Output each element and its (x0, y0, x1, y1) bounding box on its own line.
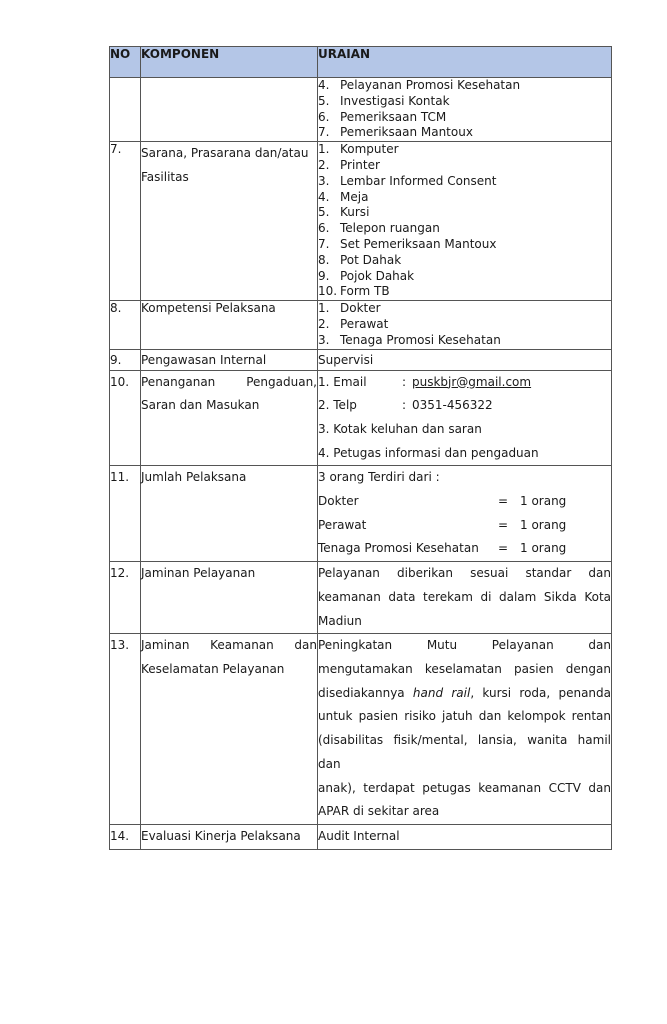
info-officer: 4. Petugas informasi dan pengaduan (318, 445, 539, 460)
list-item: 5. Investigasi Kontak (318, 93, 450, 108)
row-komponen: Jumlah Pelaksana (141, 466, 318, 562)
uraian-line: (disabilitas fisik/mental, lansia, wanita hamil dan (318, 733, 611, 771)
komponen-line: Saran dan Masukan (141, 398, 260, 413)
list-item: 1. Komputer (318, 142, 399, 157)
row-komponen (141, 634, 318, 825)
staff-row: Dokter = 1 orang (318, 494, 567, 509)
row-komponen: Evaluasi Kinerja Pelaksana (141, 824, 318, 849)
row-no: 14. (110, 824, 141, 849)
list-item: 2. Perawat (318, 316, 389, 331)
header-uraian: URAIAN (318, 47, 612, 78)
list-item: 9. Pojok Dahak (318, 268, 415, 283)
list-item: 7. Pemeriksaan Mantoux (318, 125, 473, 140)
uraian-line: Pelayanan diberikan sesuai standar dan (318, 566, 611, 581)
uraian-line: disediakannya hand rail, kursi roda, penanda (318, 685, 612, 700)
list-item: 4. Meja (318, 189, 369, 204)
komponen-line: Keselamatan Pelayanan (141, 661, 285, 676)
table-row (110, 301, 612, 349)
list-item: 7. Set Pemeriksaan Mantoux (318, 236, 497, 251)
uraian-line: keamanan data terekam di dalam Sikda Kota (318, 589, 611, 604)
row-komponen: Jaminan Pelayanan (141, 562, 318, 634)
list-item: 3. Tenaga Promosi Kesehatan (318, 332, 501, 347)
row-no: 10. (110, 370, 141, 466)
table-header-row (110, 47, 612, 78)
list-item: 8. Pot Dahak (318, 252, 402, 267)
sop-table (109, 46, 612, 850)
list-item: 1. Dokter (318, 301, 381, 316)
staff-row: Tenaga Promosi Kesehatan = 1 orang (318, 541, 567, 556)
email-link[interactable]: puskbjr@gmail.com (412, 374, 532, 389)
table-row (110, 78, 612, 142)
table-row (110, 824, 612, 849)
list-item: 4. Pelayanan Promosi Kesehatan (318, 78, 521, 92)
komponen-line: Penanganan Pengaduan, (141, 374, 317, 389)
uraian-line: APAR di sekitar area (318, 804, 440, 819)
row-no: 11. (110, 466, 141, 562)
table-row (110, 634, 612, 825)
row-komponen: Kompetensi Pelaksana (141, 301, 318, 349)
header-no: NO (110, 47, 141, 78)
header-komponen: KOMPONEN (141, 47, 318, 78)
contact-phone: 2. Telp : 0351-456322 (318, 398, 493, 413)
list-item: 2. Printer (318, 157, 380, 172)
table-row (110, 466, 612, 562)
row-no: 7. (110, 142, 141, 301)
row-komponen: Pengawasan Internal (141, 349, 318, 370)
row-uraian (318, 562, 612, 634)
row-uraian: Audit Internal (318, 824, 612, 849)
komponen-line: Jaminan Keamanan dan (141, 638, 317, 653)
row-komponen (141, 370, 318, 466)
table-row (110, 562, 612, 634)
list-item: 5. Kursi (318, 205, 370, 220)
row-uraian (318, 370, 612, 466)
row-uraian (318, 301, 612, 349)
uraian-line: untuk pasien risiko jatuh dan kelompok rentan (318, 709, 611, 724)
row-no: 12. (110, 562, 141, 634)
table-row (110, 142, 612, 301)
uraian-line: anak), terdapat petugas keamanan CCTV dan (318, 780, 611, 795)
row-komponen: Sarana, Prasarana dan/atau Fasilitas (141, 142, 318, 301)
row-uraian (318, 466, 612, 562)
row-uraian (318, 142, 612, 301)
row-uraian: Supervisi (318, 349, 612, 370)
row-uraian (318, 634, 612, 825)
row-no (110, 78, 141, 142)
staff-row: Perawat = 1 orang (318, 517, 567, 532)
row-no: 9. (110, 349, 141, 370)
row-no: 8. (110, 301, 141, 349)
uraian-line: mengutamakan keselamatan pasien dengan (318, 661, 611, 676)
uraian-line: Peningkatan Mutu Pelayanan dan (318, 638, 611, 653)
list-item: 6. Telepon ruangan (318, 221, 440, 236)
contact-email: 1. Email : puskbjr@gmail.com (318, 371, 611, 395)
list-item: 10. Form TB (318, 284, 390, 299)
row-no: 13. (110, 634, 141, 825)
staff-intro: 3 orang Terdiri dari : (318, 470, 440, 485)
uraian-line: Madiun (318, 613, 362, 628)
row-komponen (141, 78, 318, 142)
complaint-box: 3. Kotak keluhan dan saran (318, 421, 482, 436)
list-item: 6. Pemeriksaan TCM (318, 109, 447, 124)
table-row (110, 370, 612, 466)
row-uraian (318, 78, 612, 142)
list-item: 3. Lembar Informed Consent (318, 173, 497, 188)
table-row (110, 349, 612, 370)
